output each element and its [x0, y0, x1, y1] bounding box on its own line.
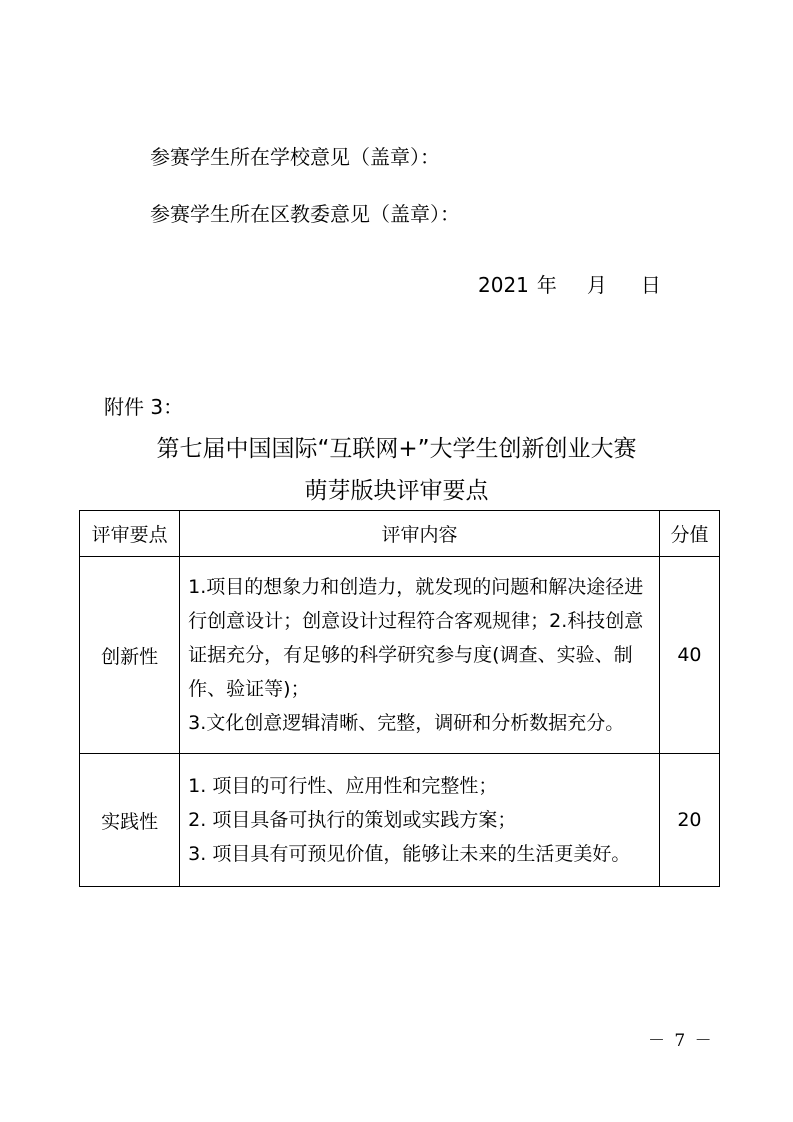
row-point: 创新性 — [80, 557, 180, 754]
content-line: 1. 项目的可行性、应用性和完整性； — [188, 775, 498, 797]
district-opinion-line: 参赛学生所在区教委意见（盖章）： — [150, 202, 460, 226]
content-line: 3.文化创意逻辑清晰、完整，调研和分析数据充分。 — [188, 712, 625, 734]
page-number: － 7 － — [648, 1031, 714, 1051]
content-line: 1.项目的想象力和创造力，就发现的问题和解决途径进 — [188, 576, 644, 598]
date-year-char: 年 — [536, 273, 557, 297]
header-point: 评审要点 — [80, 511, 180, 557]
content-line: 行创意设计；创意设计过程符合客观规律；2.科技创意 — [188, 610, 644, 632]
document-subtitle: 萌芽版块评审要点 — [304, 478, 489, 504]
table-header-row — [80, 511, 720, 557]
row-score: 20 — [659, 754, 719, 887]
date-day-char: 日 — [640, 273, 661, 297]
table-row — [80, 557, 720, 754]
content-line: 2. 项目具备可执行的策划或实践方案； — [188, 809, 517, 831]
table-row — [80, 754, 720, 887]
attachment-label: 附件 3： — [104, 395, 184, 419]
content-line: 3. 项目具有可预见价值，能够让未来的生活更美好。 — [188, 843, 631, 865]
row-content — [180, 557, 660, 754]
date-line — [478, 271, 661, 299]
content-line: 证据充分，有足够的科学研究参与度(调查、实验、制 — [188, 644, 633, 666]
school-opinion-line: 参赛学生所在学校意见（盖章）： — [150, 145, 440, 169]
criteria-table — [79, 510, 720, 887]
document-title: 第七届中国国际“互联网+”大学生创新创业大赛 — [156, 436, 637, 462]
content-line: 作、验证等)； — [188, 678, 310, 700]
date-month-char: 月 — [586, 273, 607, 297]
row-score: 40 — [659, 557, 719, 754]
header-content: 评审内容 — [180, 511, 660, 557]
header-score: 分值 — [659, 511, 719, 557]
row-content — [180, 754, 660, 887]
date-year: 2021 — [478, 273, 529, 297]
row-point: 实践性 — [80, 754, 180, 887]
